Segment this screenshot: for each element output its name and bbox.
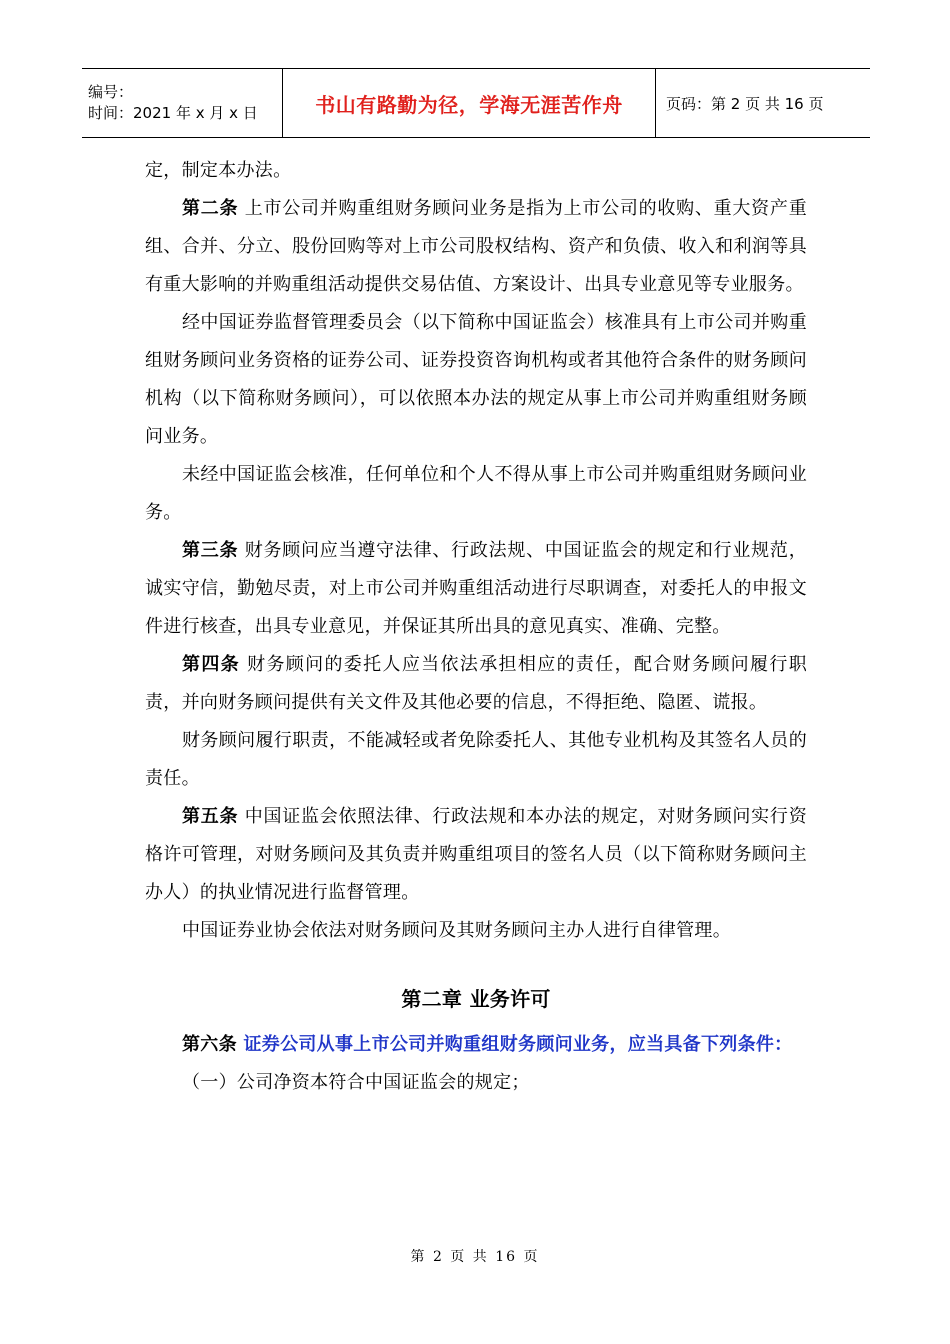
- paragraph-approval: 经中国证券监督管理委员会（以下简称中国证监会）核准具有上市公司并购重组财务顾问业务资格的证券公司、证券投资咨询机构或者其他符合条件的财务顾问机构（以下简称财务顾问），可以依照本办法的规定从事上市公司并购重组财务顾问业务。: [145, 312, 807, 447]
- article-5-heading: 第五条: [182, 806, 239, 827]
- paragraph-continuation: 定，制定本办法。: [145, 160, 292, 181]
- article-3-text: 财务顾问应当遵守法律、行政法规、中国证监会的规定和行业规范，诚实守信，勤勉尽责，对上市公司并购重组活动进行尽职调查，对委托人的申报文件进行核查，出具专业意见，并保证其所出具的意见真实、准确、完整。: [145, 540, 807, 637]
- page-footer: 第 2 页 共 16 页: [410, 1249, 540, 1265]
- article-6-heading: 第六条: [182, 1034, 237, 1055]
- header-motto: 书山有路勤为径，学海无涯苦作舟: [315, 92, 623, 117]
- article-5: [145, 798, 807, 912]
- article-4-heading: 第四条: [182, 654, 241, 675]
- header-page-info: 页码：第 2 页 共 16 页: [666, 94, 824, 113]
- paragraph-responsibility: 财务顾问履行职责，不能减轻或者免除委托人、其他专业机构及其签名人员的责任。: [145, 730, 807, 789]
- article-2-heading: 第二条: [182, 198, 239, 219]
- article-2: [145, 190, 807, 304]
- article-5-text: 中国证监会依照法律、行政法规和本办法的规定，对财务顾问实行资格许可管理，对财务顾问及其负责并购重组项目的签名人员（以下简称财务顾问主办人）的执业情况进行监督管理。: [145, 806, 807, 903]
- article-3-heading: 第三条: [182, 540, 239, 561]
- document-number-label: 编号：: [88, 83, 134, 101]
- document-time-label: 时间：2021 年 x 月 x 日: [88, 104, 258, 122]
- article-3: [145, 532, 807, 646]
- article-2-text: 上市公司并购重组财务顾问业务是指为上市公司的收购、重大资产重组、合并、分立、股份回购等对上市公司股权结构、资产和负债、收入和利润等具有重大影响的并购重组活动提供交易估值、方案设计、出具专业意见等专业服务。: [145, 198, 807, 295]
- article-4: [145, 646, 807, 722]
- article-6-text: 证券公司从事上市公司并购重组财务顾问业务，应当具备下列条件：: [236, 1034, 793, 1055]
- list-item-1: （一）公司净资本符合中国证监会的规定；: [182, 1072, 530, 1093]
- header-motto-cell: [282, 69, 656, 137]
- page-header: [82, 68, 870, 138]
- paragraph-self-regulation: 中国证券业协会依法对财务顾问及其财务顾问主办人进行自律管理。: [182, 920, 731, 941]
- header-meta: [82, 69, 282, 137]
- paragraph-prohibition: 未经中国证监会核准，任何单位和个人不得从事上市公司并购重组财务顾问业务。: [145, 464, 807, 523]
- article-6: [145, 1026, 807, 1064]
- chapter-title: 第二章 业务许可: [401, 987, 551, 1011]
- article-4-text: 财务顾问的委托人应当依法承担相应的责任，配合财务顾问履行职责，并向财务顾问提供有关文件及其他必要的信息，不得拒绝、隐匿、谎报。: [145, 654, 807, 713]
- document-body: [145, 152, 807, 1102]
